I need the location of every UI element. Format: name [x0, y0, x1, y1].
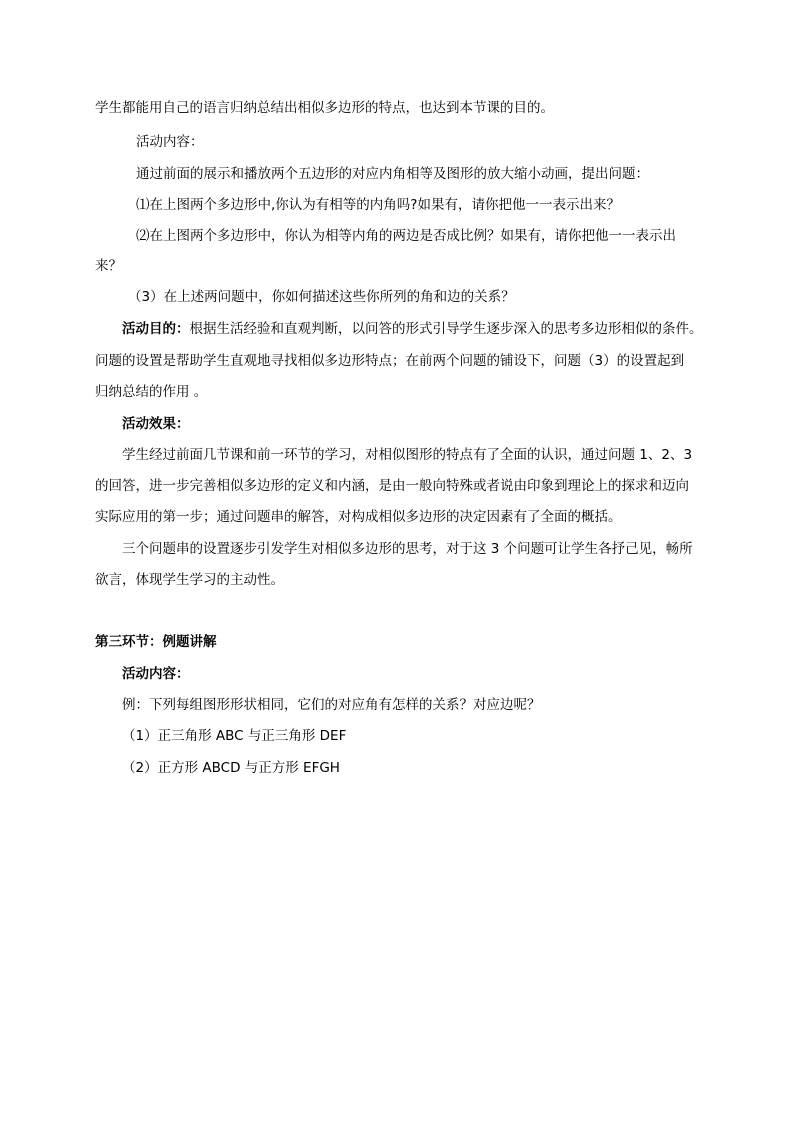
activity-purpose-line-1	[122, 320, 703, 338]
activity-purpose-label: 活动目的：	[122, 321, 190, 337]
section-3-content-label: 活动内容：	[122, 666, 190, 682]
question-1: ⑴在上图两个多边形中,你认为有相等的内角吗?如果有，请你把他一一表示出来？	[136, 197, 620, 213]
example-item-1: （1）正三角形 ABC 与正三角形 DEF	[122, 728, 347, 744]
activity-effect-line-2: 的回答，进一步完善相似多边形的定义和内涵，是由一般向特殊或者说由印象到理论上的探求和迈向	[95, 478, 689, 494]
activity-effect-line-1: 学生经过前面几节课和前一环节的学习，对相似图形的特点有了全面的认识，通过问题 1、2、3	[122, 447, 693, 463]
activity-content-label: 活动内容：	[136, 134, 204, 150]
question-3: （3）在上述两问题中，你如何描述这些你所列的角和边的关系？	[128, 289, 515, 305]
example-item-2: （2）正方形 ABCD 与正方形 EFGH	[122, 760, 340, 776]
activity-effect-label: 活动效果：	[122, 416, 190, 432]
activity-purpose-text: 根据生活经验和直观判断，以问答的形式引导学生逐步深入的思考多边形相似的条件。	[189, 321, 703, 337]
activity-intro: 通过前面的展示和播放两个五边形的对应内角相等及图形的放大缩小动画，提出问题：	[136, 166, 649, 182]
paragraph-intro-end: 学生都能用自己的语言归纳总结出相似多边形的特点，也达到本节课的目的。	[95, 100, 554, 116]
section-3-heading: 第三环节：例题讲解	[95, 634, 217, 650]
summary-line-2: 欲言，体现学生学习的主动性。	[95, 572, 284, 588]
activity-purpose-line-2: 问题的设置是帮助学生直观地寻找相似多边形特点；在前两个问题的铺设下，问题（3）的设置起到	[95, 353, 685, 369]
activity-effect-line-3: 实际应用的第一步；通过问题串的解答，对构成相似多边形的决定因素有了全面的概括。	[95, 509, 622, 525]
question-2-line-2: 来？	[95, 258, 122, 274]
example-statement: 例：下列每组图形形状相同，它们的对应角有怎样的关系？对应边呢？	[122, 697, 541, 713]
activity-purpose-line-3: 归纳总结的作用 。	[95, 384, 208, 400]
question-2-line-1: ⑵在上图两个多边形中，你认为相等内角的两边是否成比例？如果有，请你把他一一表示出	[136, 228, 676, 244]
summary-line-1: 三个问题串的设置逐步引发学生对相似多边形的思考，对于这 3 个问题可让学生各抒己见，畅所	[122, 541, 693, 557]
